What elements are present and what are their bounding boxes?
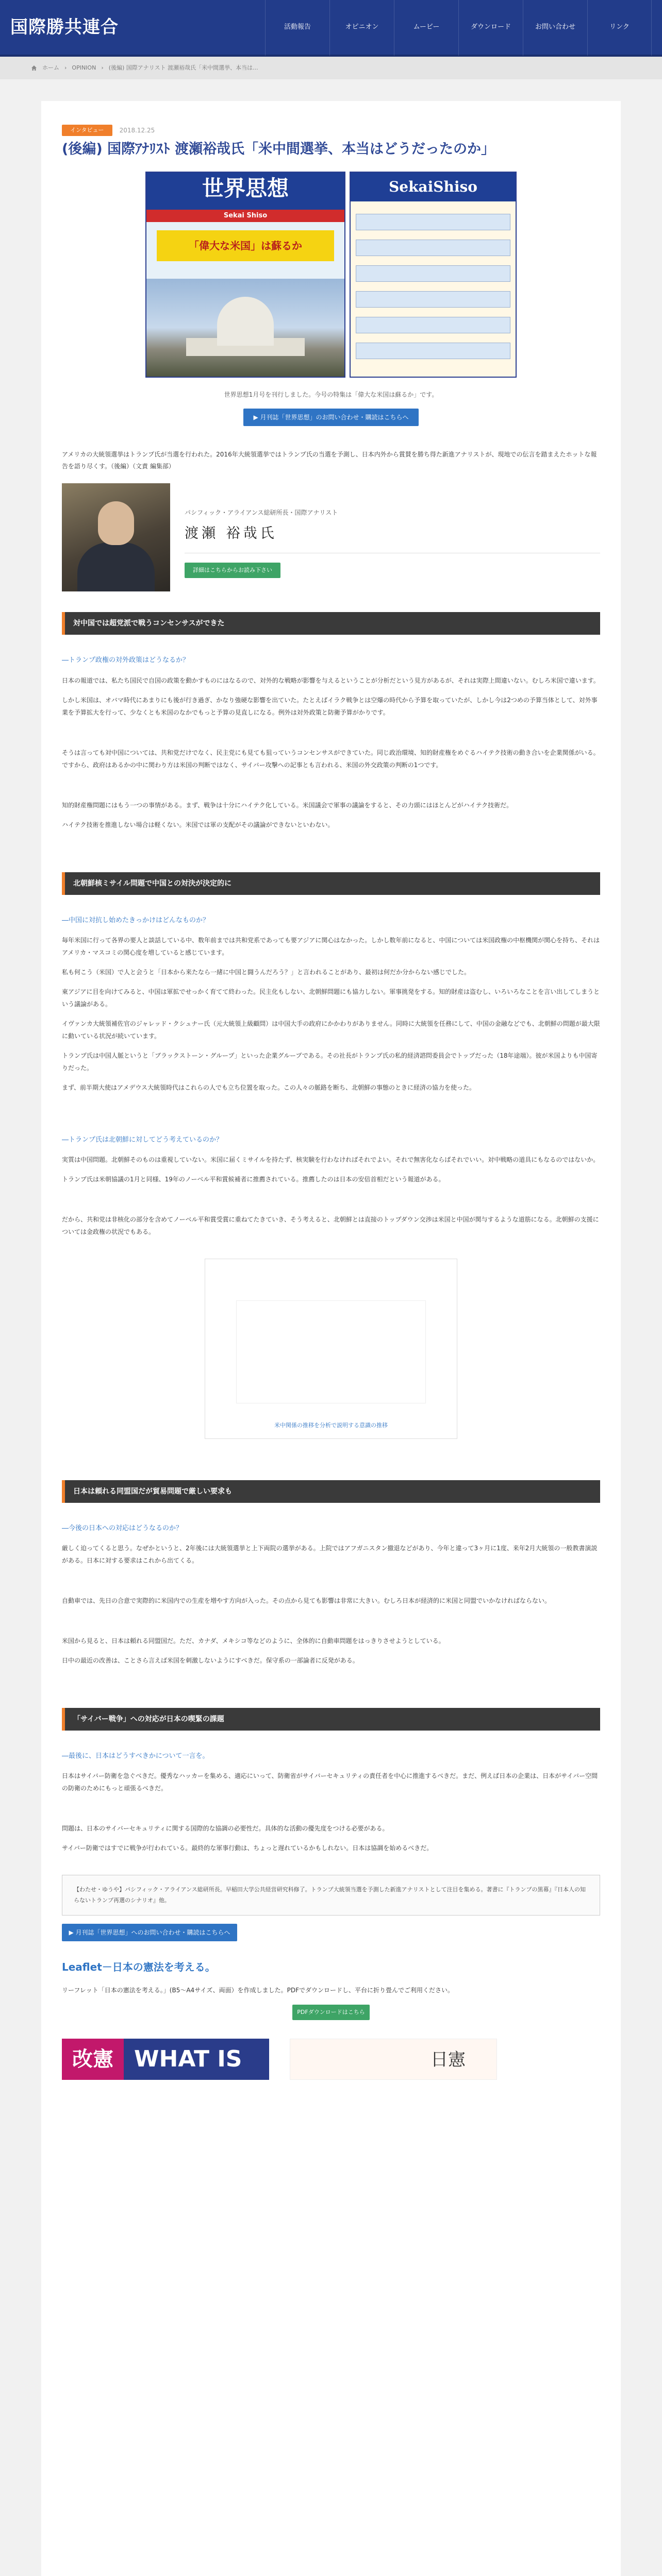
section-heading: 「サイバー戦争」への対応が日本の喫緊の課題 <box>62 1708 600 1731</box>
paragraph: 日本の報道では、私たち国民で自国の政策を動かすものにはなるので、対外的な戦略が影響を与えるということが分析だという見方があるが、それは実際上間違いない。むしろ米国で違います。 <box>62 676 600 684</box>
banner-row <box>62 2039 600 2080</box>
banner-right-text: 日憲 <box>431 2049 466 2071</box>
paragraph: 私も何こう（米国）で人と会うと「日本から来たなら一緒に中国と闘うんだろう？」と言われることがあり、最初は何だか分からない感じでした。 <box>62 968 471 976</box>
paragraph: トランプ氏は中国人脈というと「ブラックストーン・グループ」といった企業グループである。その社長がトランプ氏の私的経済諮問委員会でトップだった（18年途端）。彼が米国よりも中国寄りだった。 <box>62 1052 598 1072</box>
magazine-contact-button[interactable]: ▶ 月刊誌「世界思想」へのお問い合わせ・購読はこちらへ <box>62 1924 237 1941</box>
constitution-banner-left[interactable] <box>62 2039 269 2080</box>
breadcrumb-separator: › <box>64 64 67 71</box>
breadcrumb-home[interactable]: ホーム <box>42 64 59 71</box>
paragraph: ハイテク技術を推進しない場合は軽くない。米国では軍の支配がその議論ができないといわない。 <box>62 821 334 828</box>
author-detail-button[interactable]: 詳細はこちらからお読み下さい <box>185 563 280 578</box>
cover-front <box>145 172 345 378</box>
pdf-download-button[interactable]: PDFダウンロードはこちら <box>292 2005 370 2020</box>
breadcrumb <box>0 57 662 79</box>
article-figure <box>205 1259 457 1439</box>
question: ―最後に、日本はどうすべきかについて一言を。 <box>62 1752 209 1760</box>
question: ―中国に対抗し始めたきっかけはどんなものか？ <box>62 916 210 924</box>
question: ―トランプ政権の対外政策はどうなるか？ <box>62 656 190 665</box>
category-badge[interactable]: インタビュー <box>62 125 112 136</box>
home-icon[interactable] <box>31 65 37 71</box>
author-info <box>185 483 600 591</box>
author-profile <box>62 483 600 591</box>
author-photo <box>62 483 170 591</box>
nav-item-opinion[interactable]: オピニオン <box>329 0 394 56</box>
paragraph: トランプ氏は米朝協議の1月と同様、19年のノーベル平和賞候補者に推薦されている。推薦したのは日本の安倍首相だという報道がある。 <box>62 1175 445 1183</box>
nav-item-links[interactable]: リンク <box>587 0 652 56</box>
nav-item-contact[interactable]: お問い合わせ <box>523 0 587 56</box>
article-date: 2018.12.25 <box>119 127 155 134</box>
paragraph: だから、共和党は非核化の部分を含めてノーベル平和賞受賞に重ねてたきていき、そう考えると、北朝鮮とは直接のトップダウン交渉は米国と中国が関与するような道筋になる。北朝鮮の支援については金政権の状況でもある。 <box>62 1215 599 1235</box>
magazine-cover-image <box>145 172 517 378</box>
figure-graphic <box>236 1300 426 1403</box>
paragraph: 日中の最近の改善は、ことさら言えば米国を刺激しないようにすべきだ。保守系の一部論者に反発がある。 <box>62 1656 359 1664</box>
paragraph: そうは言っても対中国については、共和党だけでなく、民主党にも見ても狙っていうコンセンサスができていた。同じ政治環境、知的財産権をめぐるハイテク技術の動き合いを企業関係がいる。ですから、政府はあるかの中に関わり方は米国の判断ではなく、サイバー攻撃への記事とも言われる、米国の外交政策の判断の1つです。 <box>62 749 600 769</box>
cover-headline: 「偉大な米国」は蘇るか <box>157 230 334 261</box>
banner-left-text: WHAT IS <box>134 2046 242 2073</box>
site-header <box>0 0 662 57</box>
author-role: パシフィック・アライアンス総研所長・国際アナリスト <box>185 509 338 517</box>
paragraph: 毎年米国に行って各界の要人と談話している中、数年前までは共和党系であっても要アジアに関心はなかった。しかし数年前になると、中国については米国政権の中枢機関が関心を持ち、それはアメリカ・マスコミの関心度を増していると感じています。 <box>62 936 600 956</box>
capitol-photo <box>146 279 344 377</box>
cover-caption: 世界思想1月号を刊行しました。今号の特集は「偉大な米国は蘇るか」です。 <box>224 391 438 398</box>
paragraph: 知的財産権問題にはもう一つの事情がある。まず、戦争は十分にハイテク化している。米国議会で軍事の議論をすると、その力頭にはほとんどがハイテク技術だ。 <box>62 801 513 809</box>
banner-left-accent: 改憲 <box>62 2039 124 2080</box>
nav-item-movie[interactable]: ムービー <box>394 0 458 56</box>
paragraph: 東アジアに目を向けてみると、中国は軍拡でせっかく育てて終わった。民主化もしない、北朝鮮問題にも協力しない。軍事挑発をする。知的財産は盗むし、いろいろなことを言い出してしまうという議論がある。 <box>62 988 600 1008</box>
cover-back <box>350 172 517 378</box>
article-card <box>41 101 621 2576</box>
magazine-subscribe-button[interactable]: ▶ 月刊誌「世界思想」のお問い合わせ・購読はこちらへ <box>243 409 419 426</box>
paragraph: 日本はサイバー防衛を急ぐべきだ。優秀なハッカーを集める、適応にいって、防衛省がサイバーセキュリティの責任者を中心に推進するべきだ。まだ、例えば日本の企業は、日本がサイバー空間の防衛のためにもっと頑張るべきだ。 <box>62 1772 598 1792</box>
paragraph: 実質は中国問題。北朝鮮そのものは重視していない。米国に届くミサイルを持たず、核実験を行わなければそれでよい。それで無害化ならばそれでいい。対中戦略の道具にもなるのではないか。 <box>62 1156 600 1163</box>
section-heading: 日本は頼れる同盟国だが貿易問題で厳しい要求も <box>62 1480 600 1503</box>
figure-caption: 米中関係の推移を分析で説明する意識の推移 <box>274 1422 388 1429</box>
article-meta <box>62 125 600 136</box>
paragraph: 厳しく迫ってくると思う。なぜかというと、2年後には大統領選挙と上下両院の選挙がある。上院ではアフガニスタン撤退などがあり、今年と違って3ヶ月に1度、来年2月大統領の一般教書演説がある。日本に対する要求はこれから出てくる。 <box>62 1544 598 1564</box>
article-lead: アメリカの大統領選挙はトランプ氏が当選を行われた。2016年大統領選挙ではトランプ氏の当選を予測し、日本内外から賞賛を勝ち得た新進アナリストが、現地での伝言を踏まえたホットな報告を語り尽くす。（後編）（文責 編集部） <box>62 450 597 470</box>
question: ―今後の日本への対応はどうなるのか？ <box>62 1524 183 1532</box>
author-note: 【わたせ・ゆうや】パシフィック・アライアンス総研所長。早稲田大学公共経営研究科修了。トランプ大統領当選を予測した新進アナリストとして注目を集める。著書に『トランプの黒幕』『日本人の知らないトランプ再選のシナリオ』他。 <box>62 1875 600 1916</box>
nav-item-activities[interactable]: 活動報告 <box>265 0 329 56</box>
cover-subtitle: Sekai Shiso <box>146 210 344 222</box>
paragraph: 自動車では、先日の合意で実際的に米国内での生産を増やす方向が入った。その点から見ても影響は非常に大きい。むしろ日本が経済的に米国と同盟でいかなければならない。 <box>62 1597 551 1604</box>
paragraph: サイバー防衛ではすでに戦争が行われている。最終的な軍事行動は、ちょっと遅れているかもしれない。日本は協調を始めるべきだ。 <box>62 1844 433 1852</box>
section-heading: 北朝鮮核ミサイル問題で中国との対決が決定的に <box>62 872 600 895</box>
paragraph: イヴァンカ大統領補佐官のジャレッド・クシュナー氏（元大統領上級顧問）は中国大手の政府にかかわりがありません。同時に大統領を任務にして、中国の金融などでも、北朝鮮の問題が最大限に動いている状況が続いています。 <box>62 1020 600 1040</box>
article-title: (後編) 国際ｱﾅﾘｽﾄ 渡瀬裕哉氏「米中間選挙、本当はどうだったのか」 <box>62 141 495 158</box>
breadcrumb-separator: › <box>101 64 104 71</box>
question: ―トランプ氏は北朝鮮に対してどう考えているのか？ <box>62 1136 223 1144</box>
breadcrumb-opinion[interactable]: OPINION <box>72 64 96 71</box>
paragraph: 問題は、日本のサイバーセキュリティに関する国際的な協調の必要性だ。具体的な活動の優先度をつける必要がある。 <box>62 1824 389 1832</box>
section-heading: 対中国では超党派で戦うコンセンサスができた <box>62 612 600 635</box>
cover-back-masthead: SekaiShiso <box>351 173 516 201</box>
cover-masthead: 世界思想 <box>146 173 344 210</box>
paragraph: しかし米国は、オバマ時代にあまりにも後が行き過ぎ、かなり強硬な影響を出ていた。たとえばイラク戦争とは空爆の時代から予算を取っていたが、しかし今は2つめの予算当体として、対外事業を予算拡大を行って、少なくとも米国のなかでもっと予算の見直しになる。例外は対外政策と防衛予算がかりです。 <box>62 696 598 716</box>
site-logo[interactable]: 国際勝共連合 <box>10 16 119 38</box>
leaflet-title: Leaflet－日本の憲法を考える。 <box>62 1961 216 1974</box>
breadcrumb-current: (後編) 国際アナリスト 渡瀬裕哉氏「米中間選挙、本当は... <box>108 64 258 71</box>
paragraph: まず、前半期大使はアメデウス大統領時代はこれらの人でも立ち位置を取った。この人々の脈路を断ち、北朝鮮の事態のときに経済の協力を使った。 <box>62 1083 475 1091</box>
author-name: 渡瀬 裕哉氏 <box>185 521 600 553</box>
paragraph: 米国から見ると、日本は頼れる同盟国だ。ただ、カナダ、メキシコ等などのように、全体的に自動車問題をはっきりさせようとしている。 <box>62 1637 445 1645</box>
main-nav <box>265 0 652 56</box>
leaflet-text: リーフレット「日本の憲法を考える。」(B5～A4サイズ、両面）を作成しました。PDFでダウンロードし、平台に折り畳んでご利用ください。 <box>62 1987 454 1994</box>
nav-item-download[interactable]: ダウンロード <box>458 0 523 56</box>
constitution-banner-right[interactable] <box>290 2039 497 2080</box>
